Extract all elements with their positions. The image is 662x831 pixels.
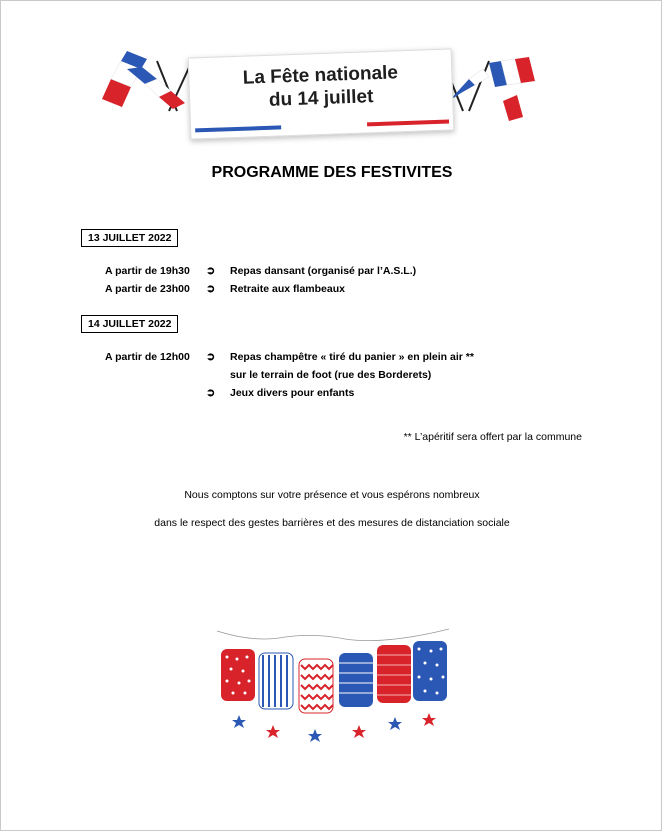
event-time: A partir de 23h00 [105, 283, 190, 295]
banner-title [189, 59, 452, 114]
event-text: Retraite aux flambeaux [230, 283, 345, 295]
banner-title-line1: La Fête nationale [242, 62, 399, 89]
banner-title-line2: du 14 juillet [268, 86, 374, 111]
arrow-icon: ➲ [206, 283, 216, 295]
left-flag-2 [127, 67, 185, 109]
lantern-blue-bands [339, 653, 373, 707]
banner-card [188, 48, 455, 139]
banner-stripe-blue [195, 125, 281, 132]
arrow-icon: ➲ [206, 351, 216, 363]
banner-stripe-red [367, 120, 449, 127]
right-flag-1 [449, 69, 489, 101]
closing-line-2: dans le respect des gestes barrières et des mesures de distanciation sociale [154, 517, 510, 529]
lantern-blue-stripes [259, 653, 293, 709]
closing-line-1: Nous comptons sur votre présence et vous espérons nombreux [184, 489, 480, 501]
date-box-13: 13 JUILLET 2022 [81, 229, 178, 247]
date-box-14: 14 JUILLET 2022 [81, 315, 178, 333]
event-text: Jeux divers pour enfants [230, 387, 355, 399]
footnote: ** L’apéritif sera offert par la commune [403, 431, 582, 443]
event-text: Repas dansant (organisé par l’A.S.L.) [230, 265, 417, 277]
event-time: A partir de 19h30 [105, 265, 190, 277]
event-time: A partir de 12h00 [105, 351, 190, 363]
event-text: Repas champêtre « tiré du panier » en plein air ** [230, 351, 474, 363]
right-flag-2 [489, 57, 535, 121]
event-text-continued: sur le terrain de foot (rue des Borderets) [230, 369, 432, 381]
header-banner [97, 39, 575, 149]
arrow-icon: ➲ [206, 387, 216, 399]
lantern-red-zigzag [299, 659, 333, 713]
arrow-icon: ➲ [206, 265, 216, 277]
lantern-red-bands [377, 645, 411, 703]
lantern-red-dots [221, 649, 255, 701]
star-decorations [232, 713, 436, 742]
programme-title: PROGRAMME DES FESTIVITES [211, 164, 453, 181]
lantern-blue-dots [413, 641, 447, 701]
lanterns-illustration [215, 623, 451, 747]
